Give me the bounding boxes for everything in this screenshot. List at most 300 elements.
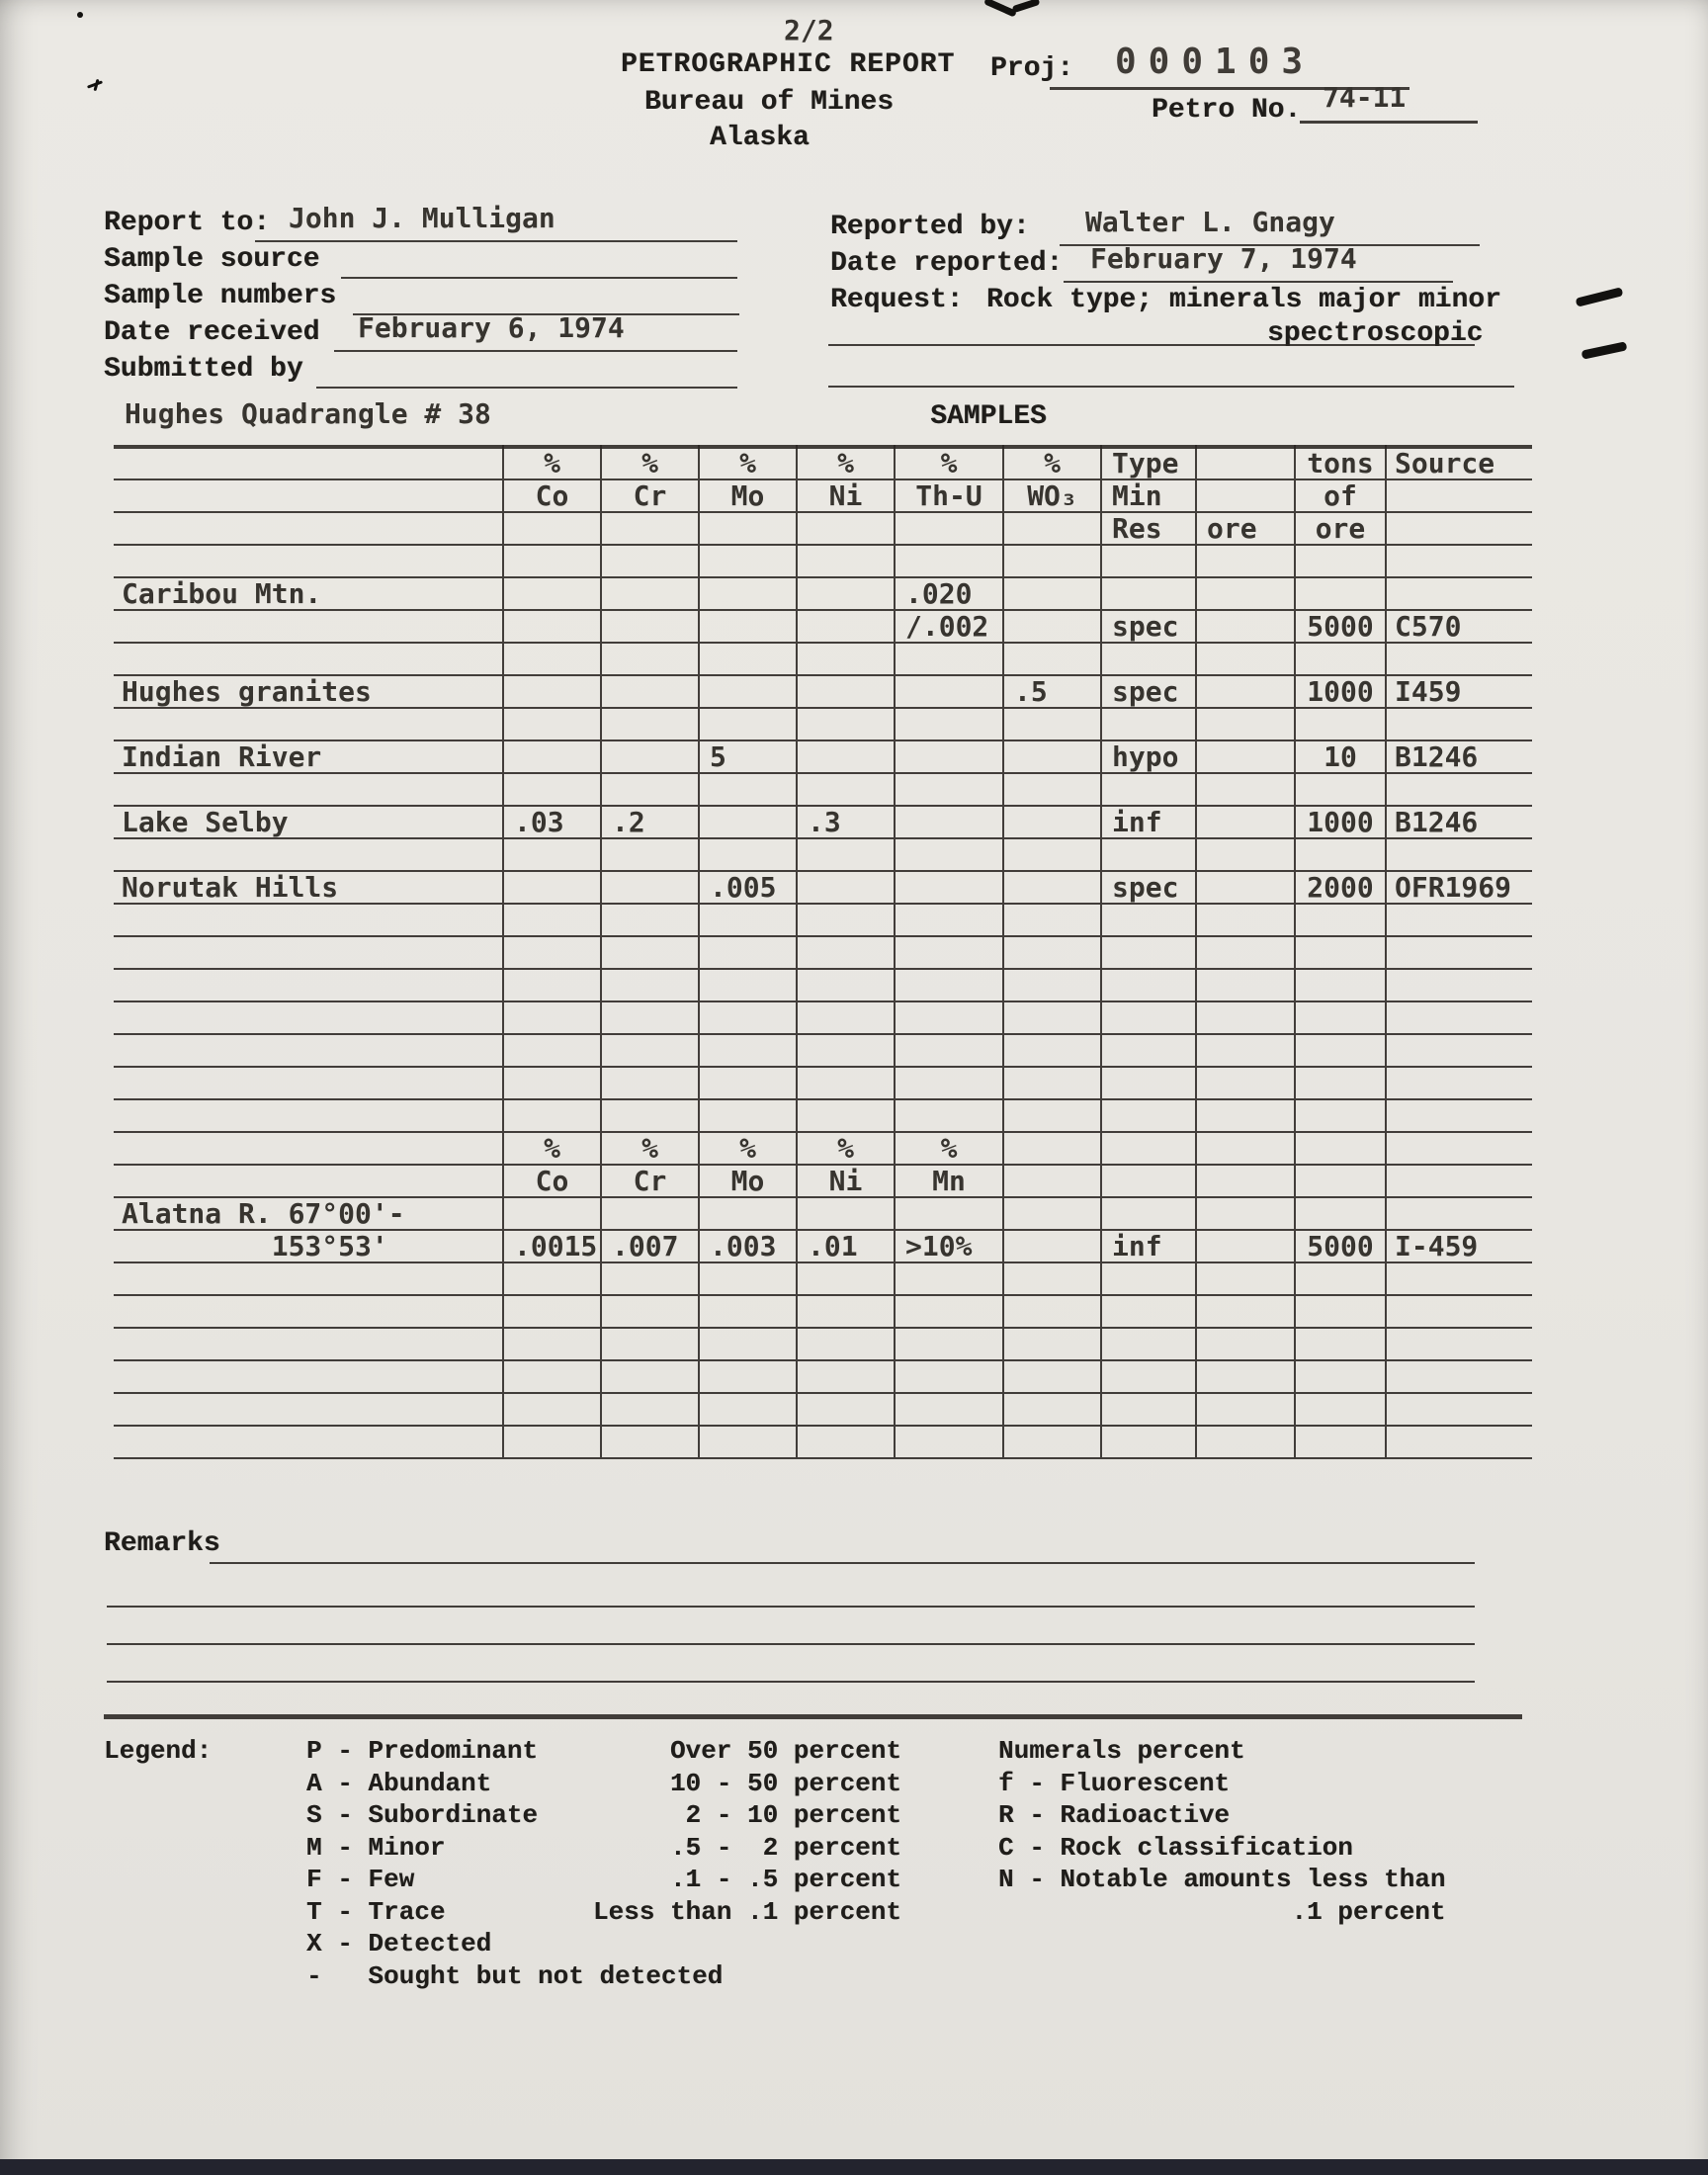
cell: Indian River: [114, 740, 503, 773]
cell: spec: [1101, 610, 1196, 643]
cell: [699, 969, 797, 1001]
cell: [1101, 643, 1196, 675]
cell: [503, 838, 601, 871]
cell: [503, 708, 601, 740]
cell: [1196, 969, 1295, 1001]
cell: [503, 610, 601, 643]
request-value: Rock type; minerals major minor: [986, 285, 1501, 315]
cell: [895, 1197, 1003, 1230]
cell: [797, 610, 895, 643]
cell: [1003, 610, 1101, 643]
cell: [601, 675, 699, 708]
cell: [503, 773, 601, 806]
cell: [1386, 838, 1532, 871]
legend-extra: C - Rock classification: [998, 1832, 1353, 1863]
date-reported-label: Date reported:: [830, 248, 1064, 279]
header-cell: [895, 512, 1003, 545]
cell: [601, 545, 699, 577]
cell: [1101, 1360, 1196, 1393]
cell: /.002: [895, 610, 1003, 643]
proj-value: 000103: [1115, 42, 1316, 82]
cell: [1003, 773, 1101, 806]
cell: Mn: [895, 1165, 1003, 1197]
cell: [895, 1426, 1003, 1458]
cell: [895, 904, 1003, 936]
legend-code: F - Few: [306, 1865, 415, 1894]
cell: [1295, 838, 1386, 871]
reported-by-value: Walter L. Gnagy: [1085, 206, 1335, 238]
cell: .0015: [503, 1230, 601, 1262]
legend-code: M - Minor: [306, 1832, 446, 1863]
cell: [601, 1426, 699, 1458]
cell: [1196, 1099, 1295, 1132]
cell: [601, 1099, 699, 1132]
cell: [1295, 1328, 1386, 1360]
cell: [1196, 545, 1295, 577]
cell: [1295, 643, 1386, 675]
cell: [699, 773, 797, 806]
table-row: [114, 1034, 1532, 1067]
cell: [114, 1295, 503, 1328]
cell: [895, 1262, 1003, 1295]
petro-no-value: 74-11: [1323, 81, 1407, 114]
cell: [797, 936, 895, 969]
cell: [797, 773, 895, 806]
legend-row: [306, 1833, 1552, 1866]
cell: [895, 643, 1003, 675]
cell: [1386, 1197, 1532, 1230]
header-cell: Res: [1101, 512, 1196, 545]
report-to-value: John J. Mulligan: [289, 202, 555, 234]
table-row: [114, 1295, 1532, 1328]
cell: [1101, 545, 1196, 577]
header-cell: [1386, 512, 1532, 545]
cell: [895, 871, 1003, 904]
cell: [797, 708, 895, 740]
cell: [895, 806, 1003, 838]
header-cell: WO₃: [1003, 479, 1101, 512]
cell: [1101, 936, 1196, 969]
cell: [1003, 871, 1101, 904]
cell: [1196, 871, 1295, 904]
cell: [1386, 1165, 1532, 1197]
cell: [1101, 1262, 1196, 1295]
cell: [1386, 1295, 1532, 1328]
cell: [1101, 773, 1196, 806]
cell: [601, 773, 699, 806]
cell: [797, 838, 895, 871]
table-row: [114, 1426, 1532, 1458]
header-cell: Cr: [601, 479, 699, 512]
header-cell: Min: [1101, 479, 1196, 512]
table-row: [114, 708, 1532, 740]
cell: [895, 708, 1003, 740]
header-cell: %: [601, 447, 699, 479]
legend-code: A - Abundant: [306, 1768, 492, 1798]
cell: [895, 936, 1003, 969]
cell: [114, 1132, 503, 1165]
cell: [1295, 969, 1386, 1001]
cell: inf: [1101, 1230, 1196, 1262]
cell: [1386, 1393, 1532, 1426]
cell: [1295, 1426, 1386, 1458]
region-name: Alaska: [710, 123, 810, 153]
legend-code: P - Predominant: [306, 1736, 539, 1766]
cell: [1101, 1132, 1196, 1165]
date-reported-value: February 7, 1974: [1090, 242, 1357, 275]
table-row: [114, 1197, 1532, 1230]
cell: [114, 838, 503, 871]
header-cell: Type: [1101, 447, 1196, 479]
cell: [1003, 1067, 1101, 1099]
legend-code: S - Subordinate: [306, 1800, 539, 1830]
cell: [503, 1197, 601, 1230]
legend-label: Legend:: [104, 1736, 213, 1766]
legend-range: 10 - 50 percent: [669, 1768, 901, 1798]
cell: [1196, 1426, 1295, 1458]
cell: [797, 904, 895, 936]
petro-no-underline: [1300, 121, 1478, 124]
cell: [1386, 904, 1532, 936]
legend-extra: R - Radioactive: [998, 1800, 1231, 1830]
org-name: Bureau of Mines: [644, 87, 895, 118]
cell: [601, 1295, 699, 1328]
blank-line: [828, 344, 1475, 346]
cell: [503, 1034, 601, 1067]
header-cell: Co: [503, 479, 601, 512]
cell: [895, 773, 1003, 806]
header-cell: [699, 512, 797, 545]
header-cell: [797, 512, 895, 545]
cell: [503, 1295, 601, 1328]
petro-no-label: Petro No.: [1152, 95, 1302, 126]
cell: [797, 1295, 895, 1328]
cell: [1003, 904, 1101, 936]
cell: [114, 1360, 503, 1393]
cell: [1386, 1099, 1532, 1132]
cell: [895, 545, 1003, 577]
cell: spec: [1101, 675, 1196, 708]
cell: [1196, 1165, 1295, 1197]
cell: [1101, 1328, 1196, 1360]
cell: [699, 1328, 797, 1360]
cell: 10: [1295, 740, 1386, 773]
date-reported-underline: [1064, 281, 1453, 283]
cell: [601, 1262, 699, 1295]
header-cell: [1196, 479, 1295, 512]
table-header-row: [114, 447, 1532, 479]
report-title: PETROGRAPHIC REPORT: [621, 49, 956, 80]
cell: [1003, 936, 1101, 969]
header-cell: %: [503, 447, 601, 479]
cell: [1101, 1034, 1196, 1067]
cell: [1196, 806, 1295, 838]
cell: Co: [503, 1165, 601, 1197]
table-header-row: [114, 479, 1532, 512]
table-row: [114, 545, 1532, 577]
cell: [797, 1360, 895, 1393]
cell: [503, 545, 601, 577]
cell: [601, 1360, 699, 1393]
cell: Lake Selby: [114, 806, 503, 838]
cell: [895, 1295, 1003, 1328]
cell: [1003, 545, 1101, 577]
cell: [503, 969, 601, 1001]
cell: .5: [1003, 675, 1101, 708]
table-row: [114, 904, 1532, 936]
cell: [1003, 1197, 1101, 1230]
cell: [1003, 577, 1101, 610]
cell: [797, 1034, 895, 1067]
header-cell: [114, 447, 503, 479]
cell: [699, 904, 797, 936]
reported-by-label: Reported by:: [830, 212, 1030, 242]
cell: [1101, 1099, 1196, 1132]
cell: [601, 969, 699, 1001]
cell: [1196, 1393, 1295, 1426]
cell: [114, 773, 503, 806]
table-row: [114, 1230, 1532, 1262]
cell: [1003, 1426, 1101, 1458]
header-cell: Th-U: [895, 479, 1003, 512]
cell: [1101, 708, 1196, 740]
report-to-label: Report to:: [104, 208, 271, 238]
cell: [797, 871, 895, 904]
cell: Norutak Hills: [114, 871, 503, 904]
cell: OFR1969: [1395, 871, 1512, 904]
cell: [1295, 1360, 1386, 1393]
scan-artifact: [1581, 341, 1628, 359]
cell: [797, 643, 895, 675]
blank-line: [107, 1643, 1475, 1645]
cell: [114, 1328, 503, 1360]
table-row: [114, 1132, 1532, 1165]
cell: [1386, 545, 1532, 577]
table-row: [114, 675, 1532, 708]
cell: [114, 1034, 503, 1067]
cell: [1196, 675, 1295, 708]
legend-row: [306, 1929, 1552, 1961]
header-cell: ore: [1196, 512, 1295, 545]
cell: [1295, 1393, 1386, 1426]
cell: [1295, 545, 1386, 577]
table-row: [114, 969, 1532, 1001]
cell: [1101, 1165, 1196, 1197]
report-to-underline: [255, 240, 737, 242]
cell: Alatna R. 67°00'-: [114, 1197, 503, 1230]
cell: [699, 1295, 797, 1328]
cell: [797, 1426, 895, 1458]
legend-row: [306, 1897, 1552, 1930]
cell: [699, 1360, 797, 1393]
cell: [503, 643, 601, 675]
legend-range: .5 - 2 percent: [669, 1832, 901, 1863]
page-number: 2/2: [784, 14, 834, 46]
header-cell: Mo: [699, 479, 797, 512]
cell: [601, 610, 699, 643]
sample-numbers-label: Sample numbers: [104, 281, 337, 311]
table-row: [114, 643, 1532, 675]
table-row: [114, 1393, 1532, 1426]
cell: [503, 1099, 601, 1132]
cell: Mo: [699, 1165, 797, 1197]
samples-table: [114, 445, 1532, 1459]
cell: Cr: [601, 1165, 699, 1197]
cell: [699, 1262, 797, 1295]
cell: [699, 806, 797, 838]
cell: [797, 1262, 895, 1295]
cell: [114, 904, 503, 936]
cell: hypo: [1101, 740, 1196, 773]
cell: [601, 936, 699, 969]
cell: [1295, 773, 1386, 806]
proj-label: Proj:: [990, 53, 1074, 84]
cell: %: [895, 1132, 1003, 1165]
cell: [797, 545, 895, 577]
cell: [1196, 643, 1295, 675]
cell: [114, 1067, 503, 1099]
cell: [601, 1197, 699, 1230]
cell: [1101, 1393, 1196, 1426]
cell: .2: [601, 806, 699, 838]
remarks-label: Remarks: [104, 1528, 220, 1559]
cell: .005: [699, 871, 797, 904]
table-row: [114, 773, 1532, 806]
cell: [1196, 1230, 1295, 1262]
cell: 153°53': [114, 1230, 503, 1262]
cell: [1101, 1426, 1196, 1458]
cell: C570: [1395, 610, 1462, 643]
legend: [306, 1736, 1552, 1993]
cell: [503, 1262, 601, 1295]
cell: [1196, 1034, 1295, 1067]
cell: [1386, 1001, 1532, 1034]
cell: Caribou Mtn.: [114, 577, 503, 610]
cell: [797, 969, 895, 1001]
scan-artifact: [93, 79, 99, 91]
cell: [895, 1034, 1003, 1067]
cell: [1386, 708, 1532, 740]
cell: [1295, 1034, 1386, 1067]
cell: [1295, 1132, 1386, 1165]
date-received-underline: [334, 350, 737, 352]
cell: [895, 1360, 1003, 1393]
cell: [1295, 1067, 1386, 1099]
cell: 5000: [1295, 610, 1386, 643]
cell: [1196, 1360, 1295, 1393]
table-row: [114, 1165, 1532, 1197]
cell: [601, 871, 699, 904]
cell: [1295, 1197, 1386, 1230]
cell: [1196, 708, 1295, 740]
cell: [601, 1393, 699, 1426]
cell: [114, 643, 503, 675]
cell: [797, 1328, 895, 1360]
cell: [503, 871, 601, 904]
cell: .03: [503, 806, 601, 838]
cell: [601, 1067, 699, 1099]
header-cell: Ni: [797, 479, 895, 512]
cell: [797, 740, 895, 773]
cell: .003: [699, 1230, 797, 1262]
header-cell: [114, 479, 503, 512]
legend-range: 2 - 10 percent: [669, 1800, 901, 1830]
cell: [1003, 1230, 1101, 1262]
cell: [1295, 708, 1386, 740]
cell: [895, 740, 1003, 773]
header-cell: of: [1295, 479, 1386, 512]
cell: [1386, 1132, 1532, 1165]
cell: [1386, 1067, 1532, 1099]
header-cell: %: [895, 447, 1003, 479]
cell: [895, 1001, 1003, 1034]
header-cell: Source: [1395, 447, 1495, 479]
scan-artifact: [1012, 0, 1041, 13]
cell: [1101, 1197, 1196, 1230]
cell: [699, 643, 797, 675]
cell: [503, 1328, 601, 1360]
cell: [1386, 577, 1532, 610]
cell: [699, 577, 797, 610]
cell: [895, 838, 1003, 871]
cell: [1295, 1262, 1386, 1295]
header-cell: ore: [1295, 512, 1386, 545]
submitted-by-underline: [316, 387, 737, 389]
legend-code: X - Detected: [306, 1929, 492, 1958]
cell: [1101, 1067, 1196, 1099]
cell: [503, 1426, 601, 1458]
cell: [1386, 773, 1532, 806]
header-cell: %: [797, 447, 895, 479]
cell: [1003, 1165, 1101, 1197]
cell: [895, 1393, 1003, 1426]
cell: .007: [601, 1230, 699, 1262]
cell: [797, 1067, 895, 1099]
cell: spec: [1101, 871, 1196, 904]
legend-row: [306, 1800, 1552, 1833]
cell: [1196, 740, 1295, 773]
cell: [1295, 936, 1386, 969]
cell: [114, 610, 503, 643]
cell: [895, 675, 1003, 708]
cell: [503, 1067, 601, 1099]
cell: [1196, 936, 1295, 969]
cell: 1000: [1295, 675, 1386, 708]
cell: [503, 577, 601, 610]
cell: [1101, 577, 1196, 610]
legend-extra: .1 percent: [998, 1896, 1446, 1927]
table-row: [114, 1328, 1532, 1360]
legend-row: [306, 1736, 1552, 1769]
cell: [1101, 838, 1196, 871]
cell: [1196, 1328, 1295, 1360]
cell: [699, 838, 797, 871]
cell: [699, 1034, 797, 1067]
cell: Ni: [797, 1165, 895, 1197]
cell: [1386, 643, 1532, 675]
cell: %: [503, 1132, 601, 1165]
cell: [699, 708, 797, 740]
cell: [1196, 773, 1295, 806]
cell: %: [797, 1132, 895, 1165]
cell: [797, 1001, 895, 1034]
cell: [114, 1165, 503, 1197]
cell: [1196, 1132, 1295, 1165]
header-cell: [1003, 512, 1101, 545]
cell: [1386, 1262, 1532, 1295]
cell: [1196, 1262, 1295, 1295]
cell: [1003, 838, 1101, 871]
